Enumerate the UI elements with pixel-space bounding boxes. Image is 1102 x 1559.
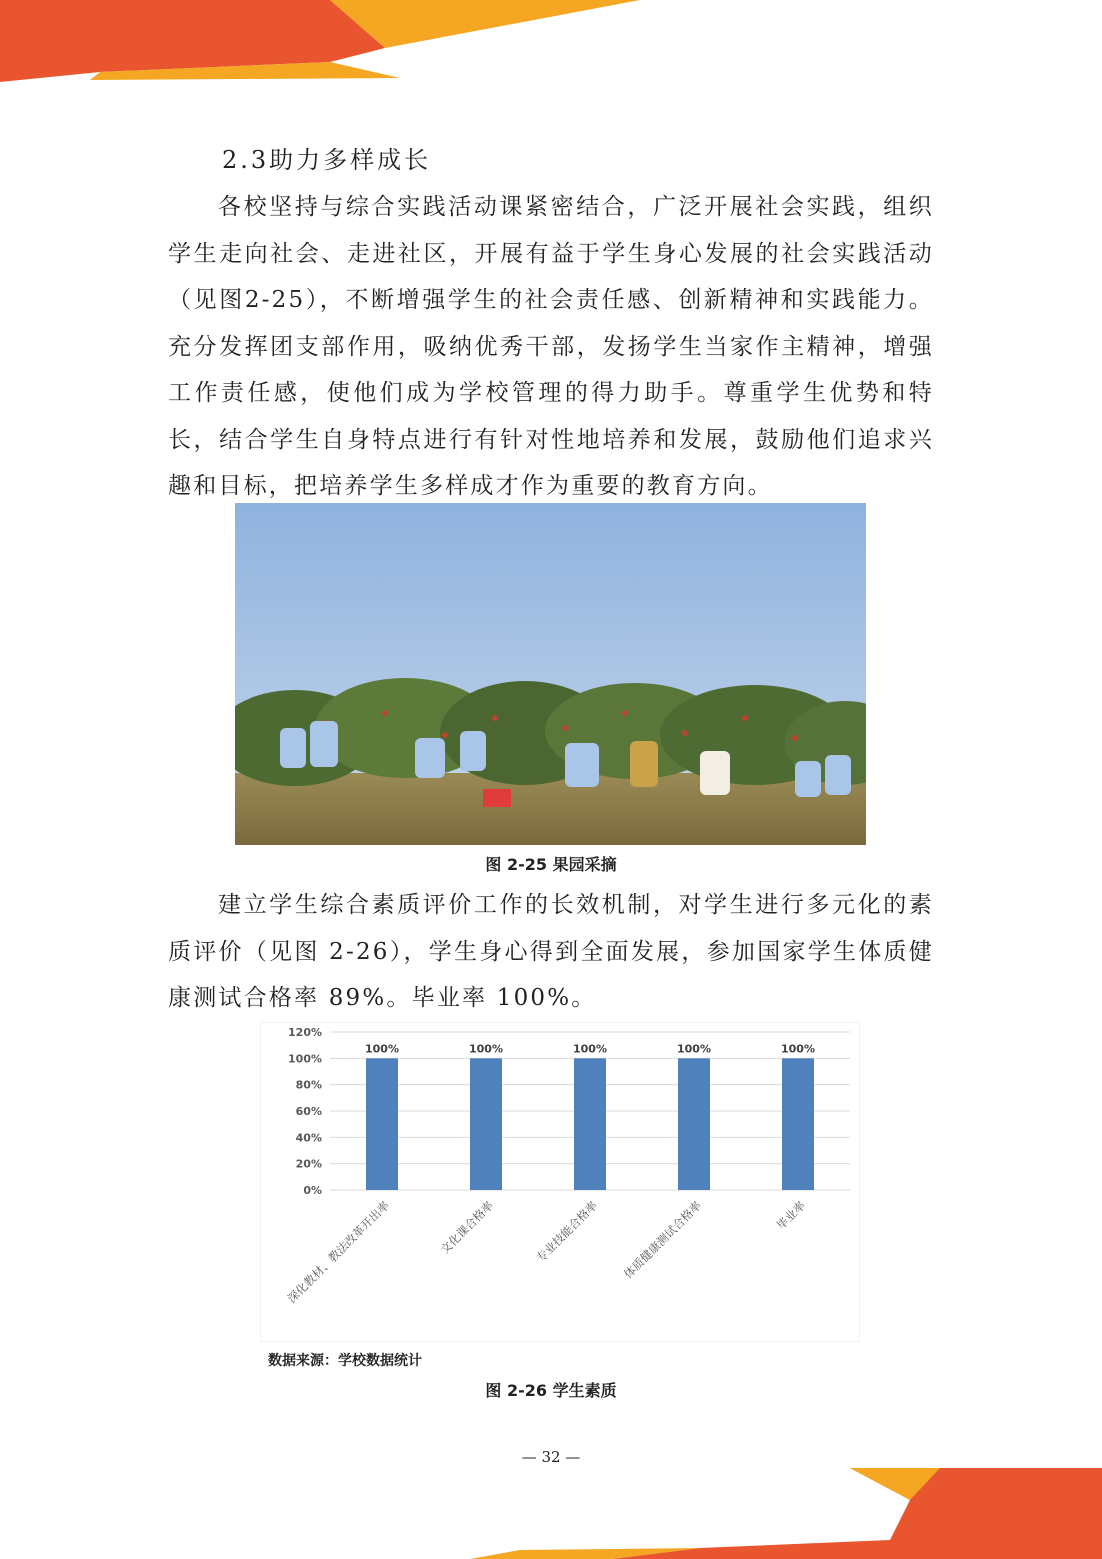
bar [678, 1058, 710, 1190]
y-tick-label: 20% [295, 1157, 322, 1171]
y-tick-label: 0% [303, 1184, 322, 1197]
bar [366, 1058, 398, 1190]
data-label: 100% [469, 1042, 503, 1056]
figure-caption-orchard: 图 2-25 果园采摘 [485, 855, 617, 874]
bottom-right-decoration [470, 1468, 1102, 1559]
bar [574, 1058, 606, 1190]
paragraph-activities: 各校坚持与综合实践活动课紧密结合，广泛开展社会实践，组织学生走向社会、走进社区，开展有益于学生身心发展的社会实践活动（见图2-25），不断增强学生的社会责任感、创新精神和实践能力。充分发挥团支部作用，吸纳优秀干部，发扬学生当家作主精神，增强工作责任感，使他们成为学校管理的得力助手。尊重学生优势和特长，结合学生自身特点进行有针对性地培养和发展，鼓励他们追求兴趣和目标，把培养学生多样成才作为重要的教育方向。 [168, 194, 934, 499]
y-tick-label: 40% [295, 1131, 322, 1145]
x-tick-label: 体质健康测试合格率 [621, 1198, 705, 1282]
student-quality-bar-chart [260, 1022, 860, 1342]
orchard-photo [235, 503, 866, 845]
data-label: 100% [677, 1042, 711, 1056]
data-label: 100% [573, 1042, 607, 1056]
chart-frame [260, 1022, 860, 1342]
y-tick-label: 60% [295, 1105, 322, 1118]
y-tick-label: 100% [288, 1052, 322, 1066]
page-number: — 32 — [521, 1448, 581, 1466]
data-label: 100% [365, 1042, 399, 1056]
figure-caption-chart: 图 2-26 学生素质 [485, 1381, 617, 1400]
y-tick-label: 120% [288, 1026, 322, 1039]
data-label: 100% [781, 1042, 815, 1056]
paragraph-evaluation: 建立学生综合素质评价工作的长效机制，对学生进行多元化的素质评价（见图 2-26），学生身心得到全面发展，参加国家学生体质健康测试合格率 89%。毕业率 100%。 [168, 892, 934, 1011]
y-tick-label: 80% [295, 1078, 322, 1092]
data-source-note: 数据来源：学校数据统计 [268, 1353, 422, 1369]
x-tick-label: 毕业率 [773, 1198, 809, 1233]
bar [782, 1058, 814, 1190]
top-left-decoration [0, 0, 640, 82]
bar [470, 1058, 502, 1190]
x-tick-label: 文化课合格率 [437, 1198, 497, 1257]
x-tick-label: 专业技能合格率 [533, 1198, 601, 1266]
section-heading: 2.3助力多样成长 [222, 146, 432, 174]
x-tick-label: 深化教材、教法改革开出率 [284, 1198, 393, 1306]
